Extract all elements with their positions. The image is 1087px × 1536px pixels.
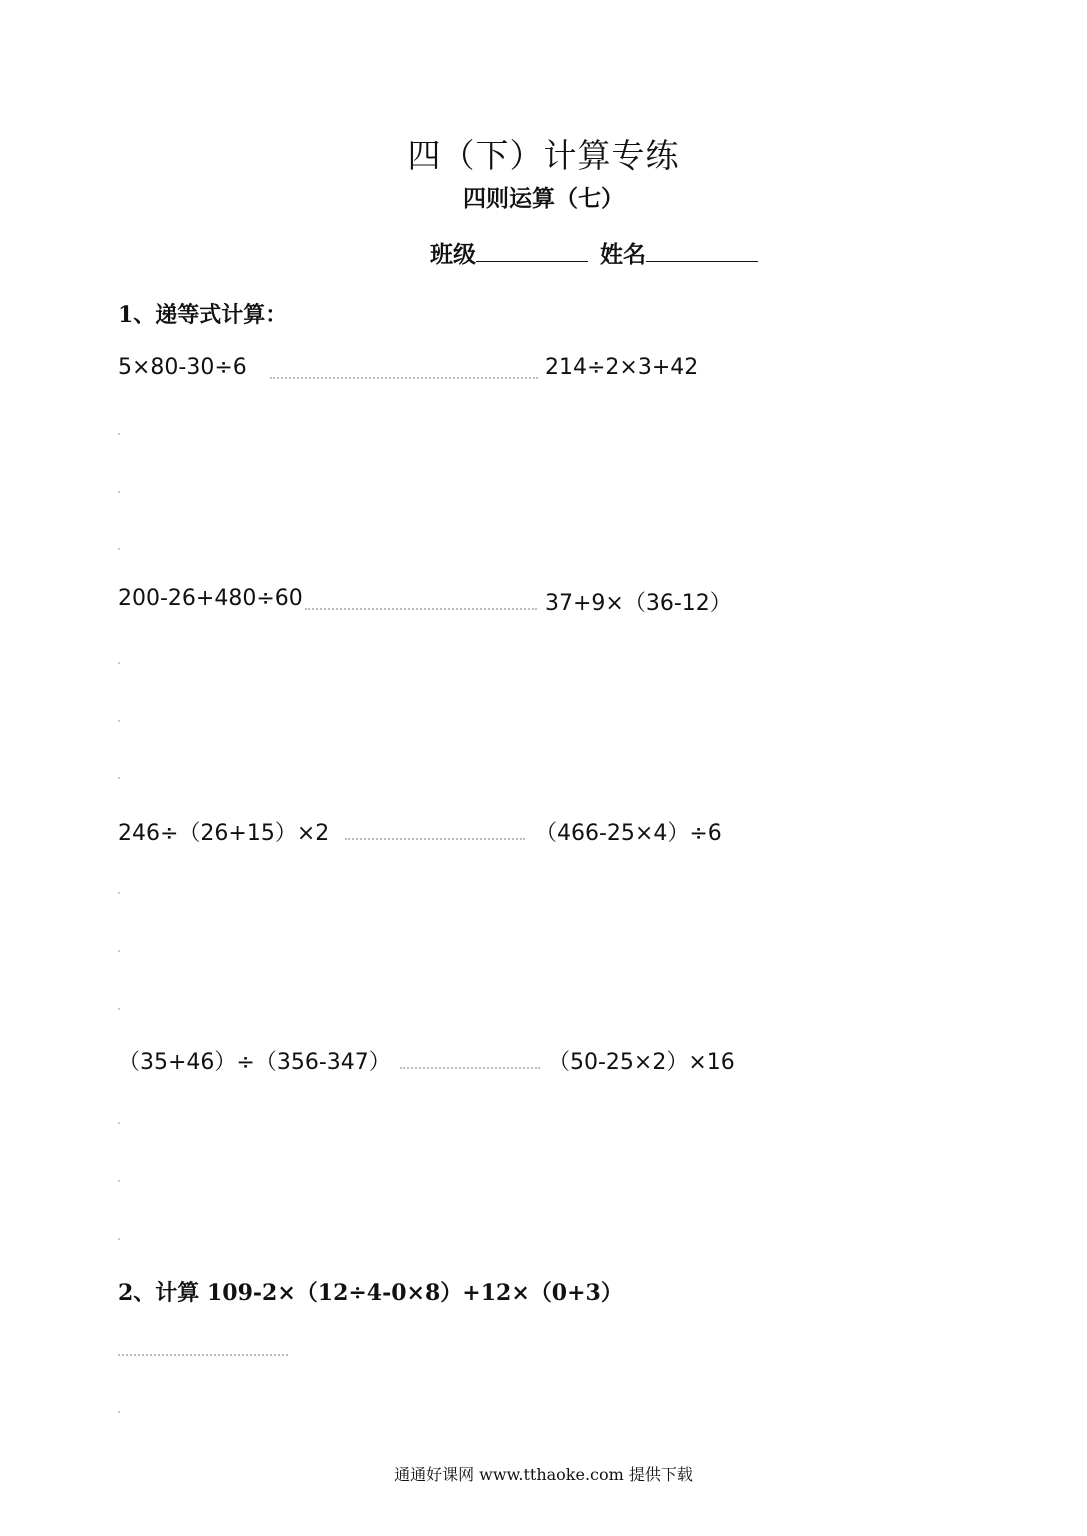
problem-3-left: 246÷（26+15）×2 [118, 821, 330, 846]
problem-1-right: 214÷2×3+42 [545, 355, 699, 380]
work-space-dot [118, 720, 120, 722]
work-space-dot [118, 491, 120, 493]
class-label: 班级 [430, 241, 476, 268]
dotted-leader [305, 608, 537, 610]
problem-3-right: （466-25×4）÷6 [535, 821, 722, 846]
dotted-leader [400, 1067, 540, 1069]
work-space-dot [118, 1180, 120, 1182]
page-title: 四（下）计算专练 [407, 136, 680, 175]
work-space-dot [118, 892, 120, 894]
problem-2-left: 200-26+480÷60 [118, 586, 303, 611]
class-field [430, 236, 770, 269]
work-space-dot [118, 1238, 120, 1240]
section2-heading: 2、计算 109-2×（12÷4-0×8）+12×（0+3） [118, 1280, 623, 1306]
work-space-dot [118, 1411, 120, 1413]
name-blank [646, 237, 758, 262]
work-space-dot [118, 950, 120, 952]
problem-1-left: 5×80-30÷6 [118, 355, 247, 380]
problem-2-right: 37+9×（36-12） [545, 591, 732, 616]
dotted-leader [345, 838, 525, 840]
problem-4-right: （50-25×2）×16 [548, 1050, 735, 1075]
work-space-dot [118, 548, 120, 550]
footer-credit: 通通好课网 www.tthaoke.com 提供下载 [394, 1465, 693, 1484]
work-space-dot [118, 662, 120, 664]
problem-4-left: （35+46）÷（356-347） [118, 1050, 391, 1075]
class-blank [476, 237, 588, 262]
work-space-dot [118, 1122, 120, 1124]
dotted-leader [118, 1354, 288, 1356]
dotted-leader [270, 377, 538, 379]
page-subtitle: 四则运算（七） [463, 185, 624, 212]
work-space-dot [118, 433, 120, 435]
name-label: 姓名 [600, 241, 646, 268]
section1-heading: 1、递等式计算： [118, 302, 288, 328]
work-space-dot [118, 777, 120, 779]
work-space-dot [118, 1008, 120, 1010]
